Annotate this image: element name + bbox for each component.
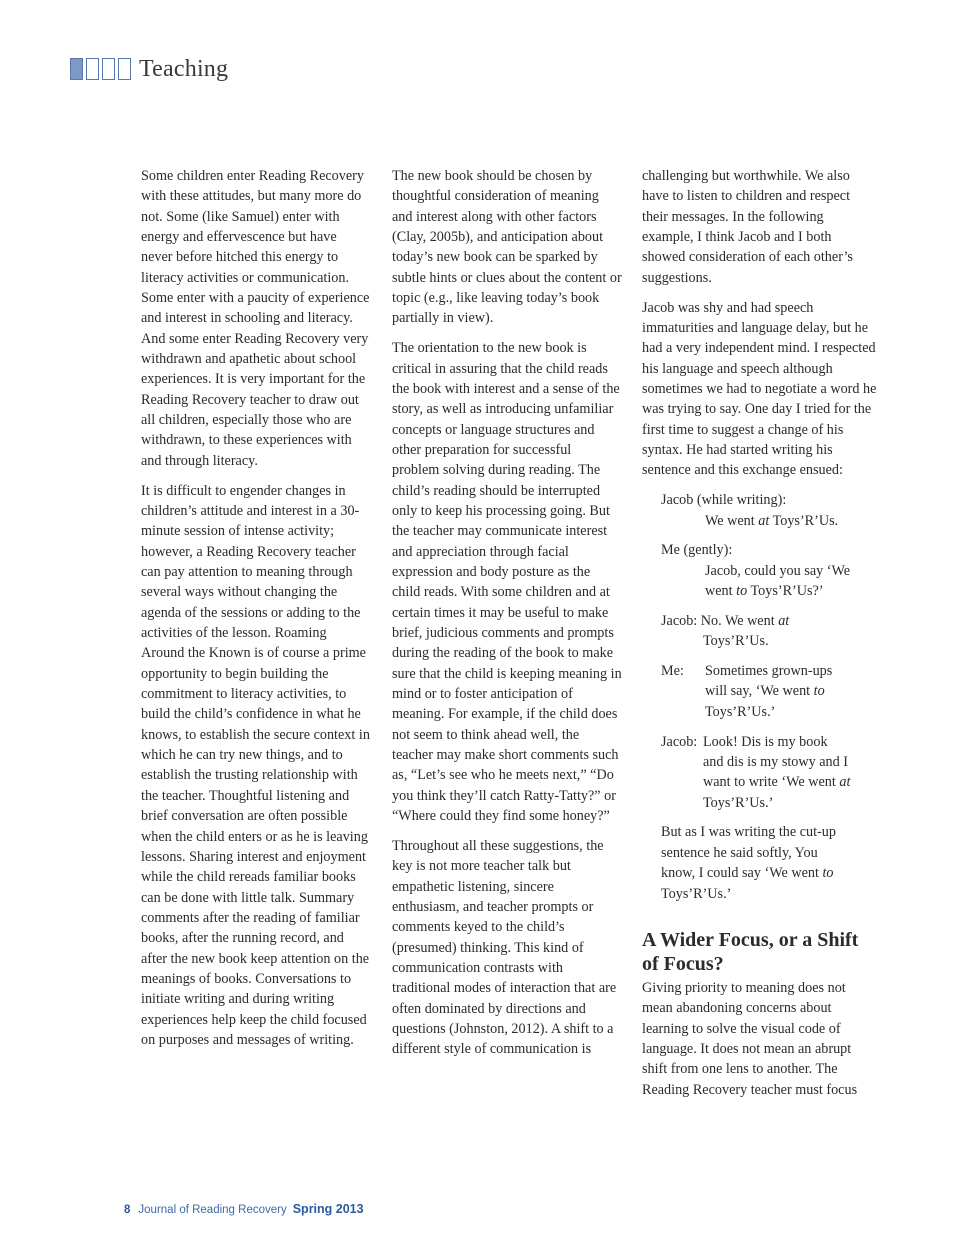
section-marker-squares bbox=[70, 58, 131, 80]
marker-square bbox=[86, 58, 99, 80]
page-number: 8 bbox=[124, 1204, 131, 1216]
page-footer bbox=[124, 1202, 364, 1216]
column-3 bbox=[642, 166, 878, 1109]
section-title: Teaching bbox=[139, 55, 229, 82]
dialog-entry bbox=[661, 661, 878, 722]
paragraph: The orientation to the new book is critical in assuring that the child reads the book with interest and a sense of the story, as well as introducing unfamiliar concepts or language structures and other preparation for successful problem solving during reading. The child’s reading should be interrupted only to keep his processing going. But the teacher may communicate interest and appreciation through facial expression and body posture as the child reads. With some children and at certain times it may be useful to make brief, judicious comments and prompts during the reading of the book to make sure that the child is keeping meaning in mind or to foster anticipation of meaning. For example, if the child does not seem to think ahead well, the teacher may make short comments such as, “Let’s see who he meets next,” “Do you think they’ll catch Ratty-Tatty?” or “Where could they find some honey?” bbox=[392, 340, 622, 825]
dialog-speaker: Me: bbox=[661, 663, 684, 680]
dialog-text: Sometimes grown-ups will say, ‘We went to Toys’R’Us.’ bbox=[705, 663, 833, 720]
column-1 bbox=[141, 166, 371, 1060]
dialog-text: Look! Dis is my book and dis is my stowy and I want to write ‘We went at Toys’R’Us.’ bbox=[703, 733, 851, 811]
dialog-entry bbox=[661, 611, 878, 652]
dialog-line: went to Toys’R’Us?’ bbox=[705, 583, 824, 600]
column-2 bbox=[392, 166, 622, 1069]
dialog-entry bbox=[661, 490, 878, 531]
marker-square bbox=[102, 58, 115, 80]
issue-label: Spring 2013 bbox=[292, 1202, 364, 1216]
dialog-speaker: Me (gently): bbox=[661, 542, 733, 559]
journal-name: Journal of Reading Recovery bbox=[138, 1204, 287, 1216]
dialog-line: Jacob, could you say ‘We bbox=[705, 562, 851, 579]
paragraph: challenging but worthwhile. We also have to listen to children and respect their messages. In the following example, I think Jacob and I both showed consideration of each other’s suggestions. bbox=[642, 168, 853, 286]
dialog-entry bbox=[661, 732, 878, 813]
dialog-line: We went at Toys’R’Us. bbox=[705, 512, 839, 529]
paragraph: Some children enter Reading Recovery with these attitudes, but many more do not. Some (like Samuel) enter with energy and effervescence but have never before hitched this energy to literacy activities or communication. Some enter with a paucity of experience and interest in schooling and literacy. And some enter Reading Recovery very withdrawn and apathetic about school experiences. It is very important for the Reading Recovery teacher to draw out all children, especially those who are withdrawn, to these experiences with and through literacy. bbox=[141, 168, 370, 469]
paragraph: The new book should be chosen by thoughtful consideration of meaning and interest along with other factors (Clay, 2005b), and anticipation about today’s new book can be sparked by subtle hints or clues about the content or topic (e.g., like leaving today’s book partially in view). bbox=[392, 168, 622, 327]
dialog-speaker: Jacob (while writing): bbox=[661, 492, 787, 509]
marker-square bbox=[118, 58, 131, 80]
paragraph: Throughout all these suggestions, the key is not more teacher talk but empathetic listening, sincere enthusiasm, and teacher prompts or comments keyed to the child’s (presumed) thinking. This kind of communication contrasts with traditional modes of interaction that are often dominated by directions and questions (Johnston, 2012). A shift to a different style of communication is bbox=[392, 838, 617, 1058]
paragraph: Giving priority to meaning does not mean abandoning concerns about learning to solve the visual code of language. It does not mean an abrupt shift from one lens to another. The Reading Recovery teacher must focus bbox=[642, 979, 858, 1098]
subheading: A Wider Focus, or a Shift of Focus? bbox=[642, 928, 859, 975]
dialog-closing: But as I was writing the cut-up sentence he said softly, You know, I could say ‘We went to Toys’R’Us.’ bbox=[661, 824, 836, 902]
dialog-entry bbox=[661, 540, 878, 601]
paragraph: It is difficult to engender changes in children’s attitude and interest in a 30-minute session of intense activity; however, a Reading Recovery teacher can pay attention to meaning through several ways without changing the agenda of the sessions or adding to the activities of the lesson. Roaming Around the Known is of course a prime opportunity to begin building the commitment to literacy activities, to build the child’s confidence in what he knows, to establish the secure context in which he can try new things, and to establish the trusting relationship with the teacher. Thoughtful listening and brief conversation are often possible when the child enters or as he is leaving lessons. Sharing interest and enjoyment while the child rereads familiar books can be done with little talk. Summary comments after the reading of familiar books, after the running record, and after the new book keep attention on the meanings of books. Conversations to initiate writing and during writing experiences help keep the child focused on purposes and messages of writing. bbox=[141, 482, 370, 1048]
dialog-line: Toys’R’Us. bbox=[703, 633, 769, 650]
paragraph: Jacob was shy and had speech immaturities and language delay, but he had a very independent mind. I respected his language and speech although sometimes we had to negotiate a word he was trying to say. One day I tried for the first time to suggest a change of his syntax. He had started writing his sentence and this exchange ensued: bbox=[642, 299, 877, 479]
dialog-speaker: Jacob: bbox=[661, 733, 698, 750]
dialog-line: Jacob: No. We went at bbox=[661, 612, 790, 629]
dialog-exchange bbox=[661, 490, 878, 904]
section-header bbox=[70, 52, 228, 86]
marker-square-filled bbox=[70, 58, 83, 80]
